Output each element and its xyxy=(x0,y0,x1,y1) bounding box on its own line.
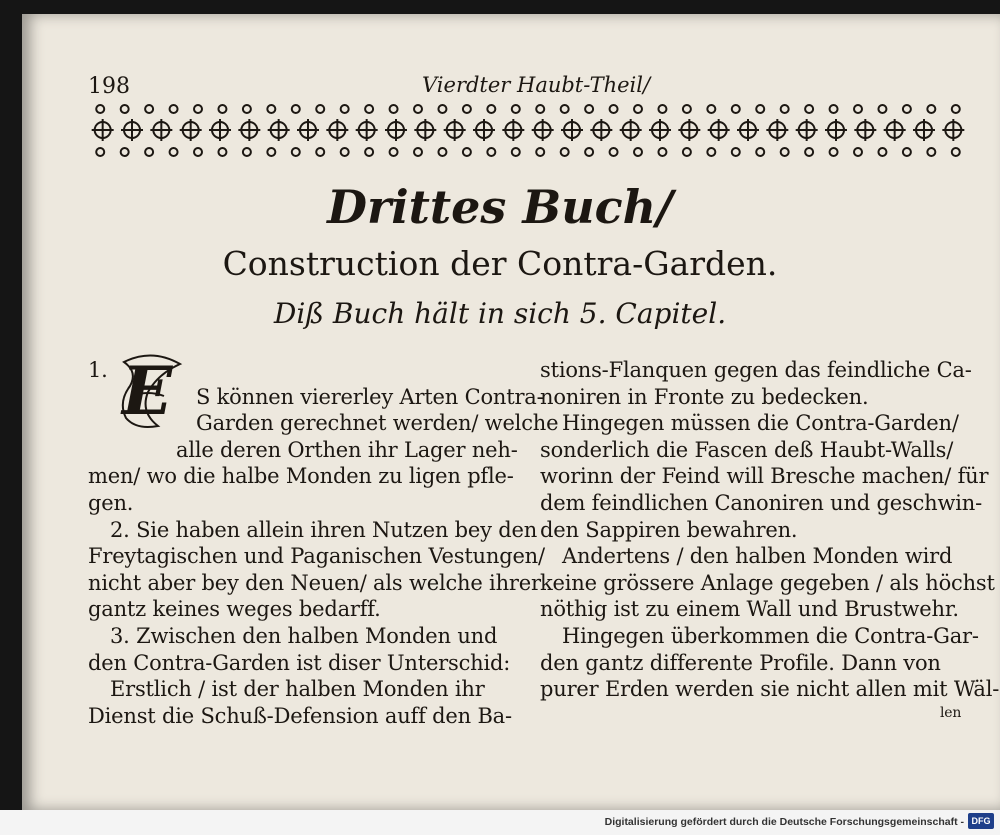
ornament-flourish xyxy=(414,148,422,156)
ornament-flourish xyxy=(707,105,715,113)
ornament-flourish xyxy=(341,148,349,156)
page-number: 198 xyxy=(88,74,130,99)
ornament-flourish xyxy=(316,105,324,113)
ornament-flourish xyxy=(854,148,862,156)
left-column-line: Garden gerechnet werden/ welche xyxy=(196,411,559,436)
ornament-flourish xyxy=(781,105,789,113)
ornament-flourish xyxy=(658,105,666,113)
book-subtitle: Construction der Contra-Garden. xyxy=(222,244,778,283)
left-column-line: 3. Zwischen den halben Monden und xyxy=(110,624,498,648)
right-column-line: purer Erden werden sie nicht allen mit Wäl- xyxy=(540,677,1000,702)
ornament-flourish xyxy=(292,148,300,156)
left-column-line: 1. xyxy=(88,358,108,382)
ornament-cross xyxy=(473,119,495,141)
ornament-flourish xyxy=(96,105,104,113)
ornament-flourish xyxy=(561,148,569,156)
ornament-flourish xyxy=(634,148,642,156)
ornament-cross xyxy=(942,119,964,141)
ornament-cross xyxy=(825,119,847,141)
ornament-flourish xyxy=(756,148,764,156)
ornament-flourish xyxy=(243,148,251,156)
ornament-flourish xyxy=(585,148,593,156)
footer-credit: Digitalisierung gefördert durch die Deutsche Forschungsgemeinschaft - xyxy=(604,816,964,828)
ornament-cross xyxy=(238,119,260,141)
ornament-flourish xyxy=(145,148,153,156)
ornament-flourish xyxy=(830,148,838,156)
ornament-flourish xyxy=(610,148,618,156)
ornament-flourish xyxy=(121,148,129,156)
ornament-flourish xyxy=(365,148,373,156)
ornament-flourish xyxy=(170,148,178,156)
ornament-flourish xyxy=(903,105,911,113)
ornament-cross xyxy=(180,119,202,141)
ornament-flourish xyxy=(805,148,813,156)
right-column-line: keine grössere Anlage gegeben / als höchst xyxy=(540,570,995,595)
ornament-cross xyxy=(444,119,466,141)
ornament-cross xyxy=(268,119,290,141)
left-column-line: Erstlich / ist der halben Monden ihr xyxy=(110,677,485,702)
ornament-flourish xyxy=(121,105,129,113)
right-column-line: den gantz differente Profile. Dann von xyxy=(540,650,941,675)
ornament-cross xyxy=(708,119,730,141)
left-column-line: nicht aber bey den Neuen/ als welche ihrer xyxy=(88,570,541,595)
ornament-flourish xyxy=(390,148,398,156)
ornament-flourish xyxy=(512,105,520,113)
right-column-line: noniren in Fronte zu bedecken. xyxy=(540,384,869,409)
ornament-cross xyxy=(737,119,759,141)
ornament-cross xyxy=(620,119,642,141)
ornament-flourish xyxy=(218,148,226,156)
right-column-line: stions-Flanquen gegen das feindliche Ca- xyxy=(540,358,972,382)
ornament-flourish xyxy=(805,105,813,113)
ornamental-border xyxy=(88,100,968,160)
ornament-flourish xyxy=(683,148,691,156)
drop-cap-letter: E xyxy=(122,352,173,430)
dfg-logo: DFG xyxy=(968,813,994,829)
ornament-flourish xyxy=(390,105,398,113)
running-title: Vierdter Haubt-Theil/ xyxy=(422,73,651,97)
ornament-flourish xyxy=(903,148,911,156)
ornament-cross xyxy=(356,119,378,141)
ornament-flourish xyxy=(634,105,642,113)
ornament-flourish xyxy=(341,105,349,113)
left-column-line: gen. xyxy=(88,491,134,515)
ornament-flourish xyxy=(707,148,715,156)
ornament-flourish xyxy=(878,148,886,156)
ornament-flourish xyxy=(536,105,544,113)
ornament-cross xyxy=(326,119,348,141)
ornament-flourish xyxy=(487,148,495,156)
ornament-flourish xyxy=(292,105,300,113)
ornament-cross xyxy=(649,119,671,141)
ornament-cross xyxy=(884,119,906,141)
left-column-line: den Contra-Garden ist diser Unterschid: xyxy=(88,650,511,675)
ornament-flourish xyxy=(316,148,324,156)
ornament-flourish xyxy=(487,105,495,113)
ornament-flourish xyxy=(610,105,618,113)
right-column-line: Andertens / den halben Monden wird xyxy=(562,544,953,569)
ornament-flourish xyxy=(854,105,862,113)
ornament-cross xyxy=(121,119,143,141)
ornament-cross xyxy=(678,119,700,141)
ornament-flourish xyxy=(170,105,178,113)
ornament-flourish xyxy=(952,105,960,113)
ornament-cross xyxy=(414,119,436,141)
left-column-line: 2. Sie haben allein ihren Nutzen bey den xyxy=(110,517,538,542)
ornament-cross xyxy=(150,119,172,141)
ornament-flourish xyxy=(463,105,471,113)
ornament-flourish xyxy=(585,105,593,113)
ornament-flourish xyxy=(218,105,226,113)
ornament-cross xyxy=(796,119,818,141)
ornament-flourish xyxy=(267,148,275,156)
ornament-flourish xyxy=(830,105,838,113)
ornament-flourish xyxy=(438,148,446,156)
ornament-flourish xyxy=(243,105,251,113)
right-column-line: Hingegen müssen die Contra-Garden/ xyxy=(562,411,959,436)
book-title: Drittes Buch/ xyxy=(327,180,673,234)
ornament-flourish xyxy=(194,148,202,156)
ornament-cross xyxy=(502,119,524,141)
ornament-flourish xyxy=(732,105,740,113)
ornament-flourish xyxy=(512,148,520,156)
right-column-line: len xyxy=(940,705,962,722)
ornament-flourish xyxy=(732,148,740,156)
ornament-flourish xyxy=(781,148,789,156)
ornament-cross xyxy=(385,119,407,141)
ornament-flourish xyxy=(414,105,422,113)
ornament-cross xyxy=(561,119,583,141)
left-column-line: men/ wo die halbe Monden zu ligen pfle- xyxy=(88,464,514,489)
left-column-line: alle deren Orthen ihr Lager neh- xyxy=(176,437,518,462)
ornament-flourish xyxy=(927,148,935,156)
ornament-flourish xyxy=(756,105,764,113)
ornament-cross xyxy=(92,119,114,141)
right-column-line: nöthig ist zu einem Wall und Brustwehr. xyxy=(540,597,959,622)
ornament-flourish xyxy=(267,105,275,113)
chapters-note: Diß Buch hält in sich 5. Capitel. xyxy=(273,297,727,330)
ornament-flourish xyxy=(658,148,666,156)
left-column-line: Dienst die Schuß-Defension auff den Ba- xyxy=(88,703,512,728)
ornament-flourish xyxy=(463,148,471,156)
ornament-flourish xyxy=(927,105,935,113)
ornament-cross xyxy=(766,119,788,141)
ornament-cross xyxy=(532,119,554,141)
left-column-line: S können viererley Arten Contra- xyxy=(196,384,544,409)
right-column-line: worinn der Feind will Bresche machen/ für xyxy=(540,464,989,489)
ornament-flourish xyxy=(194,105,202,113)
right-column-line: den Sappiren bewahren. xyxy=(540,517,798,542)
ornament-flourish xyxy=(438,105,446,113)
right-column-line: Hingegen überkommen die Contra-Gar- xyxy=(562,624,979,648)
ornament-cross xyxy=(913,119,935,141)
left-column-line: gantz keines weges bedarff. xyxy=(88,597,381,622)
right-column-line: sonderlich die Fascen deß Haubt-Walls/ xyxy=(540,437,954,462)
left-column-line: Freytagischen und Paganischen Vestungen/ xyxy=(88,544,545,569)
ornament-flourish xyxy=(683,105,691,113)
right-column-line: dem feindlichen Canoniren und geschwin- xyxy=(540,491,982,515)
ornament-flourish xyxy=(878,105,886,113)
ornament-flourish xyxy=(561,105,569,113)
ornament-cross xyxy=(297,119,319,141)
ornament-flourish xyxy=(145,105,153,113)
ornament-flourish xyxy=(96,148,104,156)
ornament-cross xyxy=(209,119,231,141)
ornament-cross xyxy=(854,119,876,141)
ornament-flourish xyxy=(365,105,373,113)
ornament-flourish xyxy=(536,148,544,156)
ornament-cross xyxy=(590,119,612,141)
ornament-flourish xyxy=(952,148,960,156)
